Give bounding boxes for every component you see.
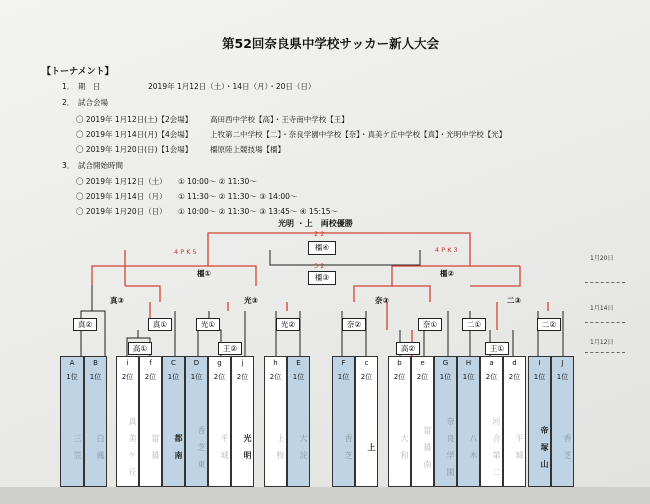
r1-box-1: 高① — [128, 342, 152, 355]
team-column: g 2位 平 城 — [208, 356, 231, 487]
date-label-2: 1月14日 — [590, 305, 614, 312]
team-column: F 1位 香 芝 — [332, 356, 355, 487]
divider — [585, 352, 625, 353]
r1-box-4: 王① — [485, 342, 509, 355]
team-column: c 2位 上 — [355, 356, 378, 487]
team-column: d 2位 平 城 — [503, 356, 526, 487]
r2-box-6: 奈① — [418, 318, 442, 331]
page-title: 第52回奈良県中学校サッカー新人大会 — [222, 36, 440, 51]
team-column: E 1位 大 淀 — [287, 356, 310, 487]
team-column: I 1位 帝 塚 山 — [528, 356, 551, 487]
team-column: e 2位 富 雄 南 — [411, 356, 434, 487]
time-date-1: 〇 2019年 1月12日（土） — [76, 177, 167, 186]
venue-place-3: 橿原陸上競技場【橿】 — [210, 145, 285, 154]
team-column: H 1位 八 木 — [457, 356, 480, 487]
team-column: i 2位 真 美 ケ 丘 — [116, 356, 139, 487]
qf-box-4: 二③ — [507, 296, 521, 305]
r2-box-7: 二① — [462, 318, 486, 331]
time-slots-3: ① 10:00～ ② 11:30～ ③ 13:45～ ④ 15:15～ — [178, 207, 339, 216]
team-column: B 1位 白 鳳 — [84, 356, 107, 487]
semi-left-box: 橿① — [197, 269, 211, 278]
final-score: 2 2 — [314, 230, 325, 238]
qf-box-1: 真③ — [110, 296, 124, 305]
item-3-num: 3． — [62, 161, 75, 170]
team-column: f 2位 富 雄 — [139, 356, 162, 487]
team-column: A 1位 三 笠 — [60, 356, 84, 487]
venue-date-2: 〇 2019年 1月14日(月)【4会場】 — [76, 130, 193, 139]
qf-box-3: 奈③ — [375, 296, 389, 305]
venue-date-1: 〇 2019年 1月12日(土)【2会場】 — [76, 115, 193, 124]
venue-place-1: 高田西中学校【高】・王寺南中学校【王】 — [210, 115, 349, 124]
r2-box-4: 光② — [276, 318, 300, 331]
champions-note: 光明 ・上 両校優勝 — [278, 219, 353, 228]
time-slots-1: ① 10:00～ ② 11:30～ — [178, 177, 257, 186]
team-column: b 2位 大 和 — [388, 356, 411, 487]
divider — [585, 322, 625, 323]
divider — [585, 282, 625, 283]
third-place-box: 橿③ — [308, 271, 336, 285]
item-1-label: 期 日 — [78, 82, 101, 91]
time-date-3: 〇 2019年 1月20日（日） — [76, 207, 167, 216]
r2-box-2: 真① — [148, 318, 172, 331]
r2-box-1: 真② — [73, 318, 97, 331]
r2-box-3: 光① — [196, 318, 220, 331]
third-score: 3 2 — [314, 262, 325, 270]
r2-box-8: 二② — [537, 318, 561, 331]
team-column: C 1位 都 南 — [162, 356, 185, 487]
team-column: a 2位 河 合 第 二 — [480, 356, 503, 487]
date-label-1: 1月20日 — [590, 255, 614, 262]
time-date-2: 〇 2019年 1月14日（月） — [76, 192, 167, 201]
team-column: G 1位 奈 良 学 園 — [434, 356, 457, 487]
team-column: D 1位 香 芝 東 — [185, 356, 208, 487]
item-1-num: 1． — [62, 82, 75, 91]
pk-right: 4 P K 3 — [435, 246, 458, 254]
r2-box-5: 奈② — [342, 318, 366, 331]
time-slots-2: ① 11:30～ ② 11:30～ ③ 14:00～ — [178, 192, 298, 201]
venue-date-3: 〇 2019年 1月20日(日)【1会場】 — [76, 145, 193, 154]
item-2-num: 2． — [62, 98, 75, 107]
item-1-value: 2019年 1月12日（土）・14日（月）・20日（日） — [148, 82, 316, 91]
r1-box-3: 高② — [396, 342, 420, 355]
team-column: J 1位 香 芝 — [551, 356, 574, 487]
venue-place-2: 上牧第二中学校【二】・奈良学園中学校【奈】・真美ケ丘中学校【真】・光明中学校【光】 — [210, 130, 507, 139]
date-label-3: 1月12日 — [590, 339, 614, 346]
item-3-label: 試合開始時間 — [78, 161, 123, 170]
team-column: j 2位 光 明 — [231, 356, 254, 487]
item-2-label: 試合会場 — [78, 98, 108, 107]
section-heading: 【トーナメント】 — [42, 67, 114, 77]
qf-box-2: 光③ — [244, 296, 258, 305]
team-column: h 2位 上 牧 — [264, 356, 287, 487]
pk-left: 4 P K 5 — [174, 248, 197, 256]
semi-right-box: 橿② — [440, 269, 454, 278]
final-box: 橿④ — [308, 241, 336, 255]
r1-box-2: 王② — [218, 342, 242, 355]
